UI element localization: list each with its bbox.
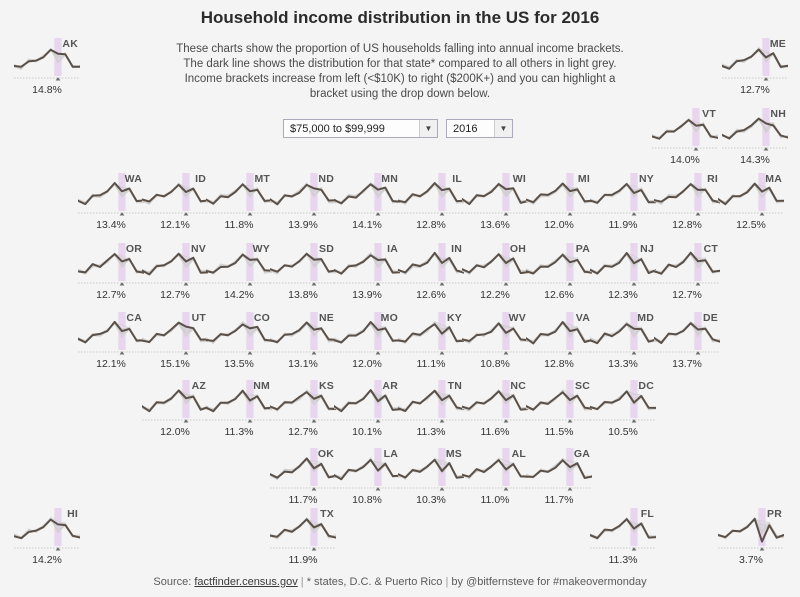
state-code-label: WI [512, 173, 526, 185]
state-code-label: SC [575, 380, 590, 392]
state-value-label: 13.8% [288, 289, 318, 301]
state-value-label: 12.8% [672, 219, 702, 231]
state-code-label: NC [510, 380, 526, 392]
state-value-label: 11.1% [416, 358, 446, 370]
state-value-label: 12.0% [160, 426, 190, 438]
state-cell-nc[interactable] [462, 380, 528, 442]
state-cell-ri[interactable] [654, 173, 720, 235]
state-value-label: 11.7% [544, 494, 574, 506]
state-cell-nj[interactable] [590, 243, 656, 305]
state-value-label: 13.5% [224, 358, 254, 370]
state-code-label: MS [445, 448, 462, 460]
state-cell-oh[interactable] [462, 243, 528, 305]
state-value-label: 10.1% [352, 426, 382, 438]
state-value-label: 11.0% [480, 494, 510, 506]
state-value-label: 12.8% [416, 219, 446, 231]
state-cell-nm[interactable] [206, 380, 272, 442]
state-value-label: 12.6% [416, 289, 446, 301]
state-value-label: 12.7% [160, 289, 190, 301]
state-cell-ok[interactable] [270, 448, 336, 510]
state-value-label: 12.1% [96, 358, 126, 370]
controls-row [283, 119, 513, 138]
state-cell-ia[interactable] [334, 243, 400, 305]
state-code-label: AL [511, 448, 526, 460]
state-cell-ky[interactable] [398, 312, 464, 374]
state-cell-nv[interactable] [142, 243, 208, 305]
state-code-label: RI [707, 173, 718, 185]
state-value-label: 11.3% [608, 554, 638, 566]
state-value-label: 12.5% [736, 219, 766, 231]
state-cell-hi[interactable] [14, 508, 80, 570]
state-value-label: 12.1% [160, 219, 190, 231]
state-code-label: DE [703, 312, 718, 324]
state-value-label: 12.8% [544, 358, 574, 370]
state-value-label: 13.4% [96, 219, 126, 231]
state-code-label: IN [451, 243, 462, 255]
state-cell-ak[interactable] [14, 38, 80, 100]
state-code-label: HI [67, 508, 78, 520]
state-value-label: 10.8% [352, 494, 382, 506]
state-cell-nd[interactable] [270, 173, 336, 235]
state-value-label: 14.1% [352, 219, 382, 231]
state-code-label: PA [575, 243, 590, 255]
state-value-label: 12.6% [544, 289, 574, 301]
state-code-label: IA [387, 243, 398, 255]
state-value-label: 12.7% [672, 289, 702, 301]
state-code-label: MT [254, 173, 270, 185]
state-cell-in[interactable] [398, 243, 464, 305]
chevron-down-icon[interactable]: ▼ [494, 120, 512, 137]
state-value-label: 14.2% [224, 289, 254, 301]
state-code-label: TN [447, 380, 462, 392]
state-value-label: 12.7% [96, 289, 126, 301]
state-cell-ct[interactable] [654, 243, 720, 305]
state-code-label: CA [126, 312, 142, 324]
footer: Source: factfinder.census.gov | * states, D.C. & Puerto Rico | by @bitfernsteve for #makeovermonday [153, 576, 647, 588]
state-value-label: 11.7% [288, 494, 318, 506]
state-value-label: 13.7% [672, 358, 702, 370]
state-value-label: 3.7% [739, 554, 763, 566]
state-value-label: 11.9% [608, 219, 638, 231]
chevron-down-icon[interactable]: ▼ [419, 120, 437, 137]
state-cell-il[interactable] [398, 173, 464, 235]
state-cell-ny[interactable] [590, 173, 656, 235]
state-value-label: 13.1% [288, 358, 318, 370]
state-code-label: MI [577, 173, 590, 185]
state-value-label: 12.2% [480, 289, 510, 301]
state-code-label: IL [452, 173, 462, 185]
state-cell-wi[interactable] [462, 173, 528, 235]
state-value-label: 13.9% [288, 219, 318, 231]
state-code-label: ID [195, 173, 206, 185]
state-value-label: 13.6% [480, 219, 510, 231]
state-cell-sd[interactable] [270, 243, 336, 305]
state-code-label: AK [62, 38, 78, 50]
state-cell-mo[interactable] [334, 312, 400, 374]
footer-source-label: Source: [153, 576, 192, 588]
state-value-label: 11.9% [288, 554, 318, 566]
state-code-label: OH [509, 243, 526, 255]
state-code-label: OK [317, 448, 334, 460]
state-cell-wv[interactable] [462, 312, 528, 374]
state-cell-co[interactable] [206, 312, 272, 374]
state-cell-nh[interactable] [722, 108, 788, 170]
state-value-label: 15.1% [160, 358, 190, 370]
state-cell-id[interactable] [142, 173, 208, 235]
state-cell-pr[interactable] [718, 508, 784, 570]
year-value: 2016 [453, 122, 478, 135]
footer-credit: by @bitfernsteve for #makeovermonday [451, 576, 647, 588]
state-code-label: NJ [640, 243, 654, 255]
state-value-label: 11.6% [480, 426, 510, 438]
state-code-label: ME [769, 38, 786, 50]
state-cell-ut[interactable] [142, 312, 208, 374]
state-code-label: FL [640, 508, 654, 520]
state-value-label: 11.5% [544, 426, 574, 438]
state-code-label: NM [253, 380, 270, 392]
state-code-label: KS [319, 380, 334, 392]
state-cell-pa[interactable] [526, 243, 592, 305]
year-dropdown[interactable] [446, 119, 513, 138]
state-code-label: OR [125, 243, 142, 255]
state-cell-wy[interactable] [206, 243, 272, 305]
footer-source-link[interactable]: factfinder.census.gov [194, 576, 298, 588]
state-cell-tx[interactable] [270, 508, 336, 570]
state-cell-ca[interactable] [78, 312, 144, 374]
state-value-label: 10.3% [416, 494, 446, 506]
state-cell-de[interactable] [654, 312, 720, 374]
state-value-label: 11.3% [416, 426, 446, 438]
state-code-label: DC [638, 380, 654, 392]
state-cell-al[interactable] [462, 448, 528, 510]
page-subtitle: These charts show the proportion of US households falling into annual income brackets. The dark line shows the distribution for that state* compared to all others in light grey. Income brackets increase from left (<$10K) to right ($200K+) and you can highlight a bracket using the drop down below. [176, 43, 624, 100]
state-value-label: 14.3% [740, 154, 770, 166]
state-cell-az[interactable] [142, 380, 208, 442]
state-cell-ms[interactable] [398, 448, 464, 510]
state-code-label: NE [319, 312, 334, 324]
state-cell-wa[interactable] [78, 173, 144, 235]
state-value-label: 12.3% [608, 289, 638, 301]
state-cell-mi[interactable] [526, 173, 592, 235]
income-bracket-value: $75,000 to $99,999 [290, 122, 385, 135]
state-cell-va[interactable] [526, 312, 592, 374]
state-cell-ma[interactable] [718, 173, 784, 235]
state-code-label: AR [382, 380, 398, 392]
state-cell-ga[interactable] [526, 448, 592, 510]
state-code-label: WV [508, 312, 526, 324]
state-code-label: WY [252, 243, 270, 255]
state-cell-ne[interactable] [270, 312, 336, 374]
state-value-label: 12.7% [740, 84, 770, 96]
state-code-label: PR [767, 508, 782, 520]
state-code-label: WA [124, 173, 142, 185]
state-value-label: 12.0% [352, 358, 382, 370]
state-value-label: 11.3% [224, 426, 254, 438]
state-code-label: LA [383, 448, 398, 460]
state-code-label: GA [573, 448, 590, 460]
state-code-label: UT [191, 312, 206, 324]
state-code-label: NH [770, 108, 786, 120]
state-value-label: 12.0% [544, 219, 574, 231]
state-cell-mt[interactable] [206, 173, 272, 235]
state-code-label: MO [380, 312, 398, 324]
state-code-label: NV [191, 243, 206, 255]
state-cell-me[interactable] [722, 38, 788, 100]
state-cell-vt[interactable] [652, 108, 718, 170]
state-cell-or[interactable] [78, 243, 144, 305]
state-value-label: 10.8% [480, 358, 510, 370]
state-code-label: MD [637, 312, 654, 324]
state-cell-ar[interactable] [334, 380, 400, 442]
footer-note: * states, D.C. & Puerto Rico [306, 576, 443, 588]
state-code-label: CO [253, 312, 270, 324]
state-code-label: VT [702, 108, 716, 120]
income-bracket-dropdown[interactable] [283, 119, 438, 138]
state-value-label: 12.7% [288, 426, 318, 438]
state-code-label: KY [447, 312, 462, 324]
page-title: Household income distribution in the US for 2016 [200, 8, 600, 27]
state-value-label: 11.8% [224, 219, 254, 231]
state-cell-md[interactable] [590, 312, 656, 374]
state-cell-ks[interactable] [270, 380, 336, 442]
state-code-label: CT [703, 243, 718, 255]
state-code-label: SD [319, 243, 334, 255]
state-cell-mn[interactable] [334, 173, 400, 235]
state-value-label: 14.8% [32, 84, 62, 96]
state-code-label: ND [318, 173, 334, 185]
state-code-label: AZ [191, 380, 206, 392]
state-cell-dc[interactable] [590, 380, 656, 442]
state-code-label: MN [381, 173, 398, 185]
state-value-label: 13.3% [608, 358, 638, 370]
state-cell-fl[interactable] [590, 508, 656, 570]
state-value-label: 14.0% [670, 154, 700, 166]
state-value-label: 14.2% [32, 554, 62, 566]
state-value-label: 13.9% [352, 289, 382, 301]
state-cell-la[interactable] [334, 448, 400, 510]
state-cell-sc[interactable] [526, 380, 592, 442]
state-code-label: NY [639, 173, 654, 185]
state-code-label: VA [575, 312, 590, 324]
state-code-label: MA [765, 173, 782, 185]
state-code-label: TX [320, 508, 334, 520]
state-cell-tn[interactable] [398, 380, 464, 442]
state-value-label: 10.5% [608, 426, 638, 438]
